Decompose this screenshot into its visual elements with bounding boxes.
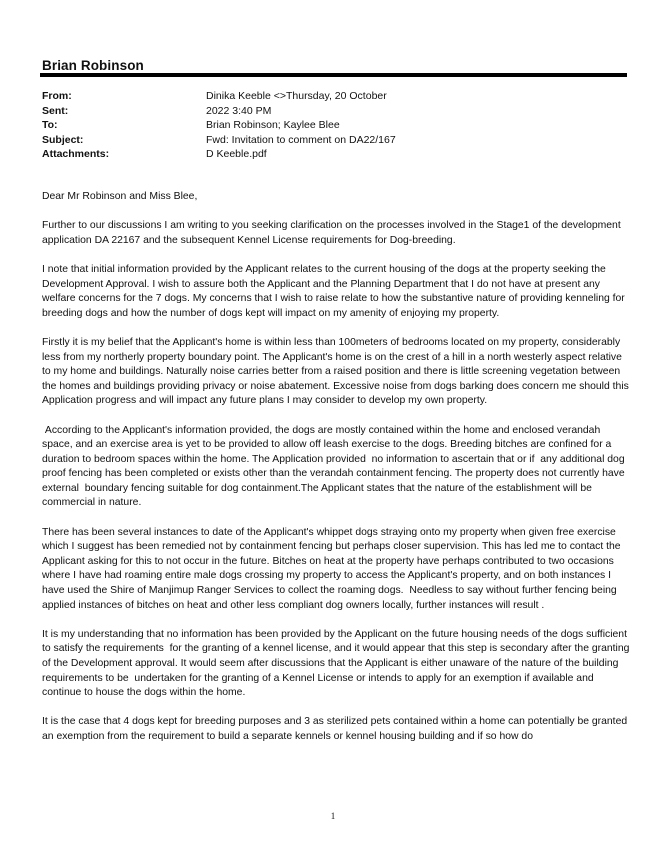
email-body [42,190,632,759]
header-label: Attachments: [42,148,110,161]
header-value: Dinika Keeble <>Thursday, 20 October [206,90,387,102]
body-paragraph: Firstly it is my belief that the Applicant's home is within less than 100meters of bedrooms located on my property, considerably less from my northerly property boundary point. The Applicant's home is on the crest of a hill in a north westerly aspect relative to my home and buildings. Naturally noise carries better from a raised position and there is little screening vegetation between the homes and buildings providing privacy or noise abatement. Excessive noise from dogs barking does concern me should this Application progress and will impact any future plans I may consider to develop my own property. [42,336,632,407]
attachment-link[interactable]: D Keeble.pdf [206,148,267,161]
page-number: 1 [330,811,336,821]
header-row-subject [42,133,626,148]
header-row-attachments [42,147,626,162]
body-paragraph: There has been several instances to date of the Applicant's whippet dogs straying onto my property when given free exercise which I suggest has been remedied not by containment fencing but perhaps closer supervision. This has led me to contact the Applicant asking for this to not occur in the future. Bitches on heat at the property have perhaps contributed to two occasions where I have had roaming entire male dogs crossing my property to access the Applicant's property, and on both instances I have used the Shire of Manjimup Ranger Services to collect the roaming dogs. Needless to say without further fencing being applied instances of bitches on heat and other less compliant dog owners locally, further instances will result . [42,526,623,611]
body-paragraph: I note that initial information provided by the Applicant relates to the current housing of the dogs at the property seeking the Development Approval. I wish to assure both the Applicant and the Planning Department that I do not have at present any welfare concerns for the 7 dogs. My concerns that I wish to raise relate to how the substantive nature of providing kenneling for breeding dogs and how the number of dogs kept will impact on my amenity of enjoying my property. [42,263,628,319]
header-row-from [42,89,626,104]
body-paragraph: It is the case that 4 dogs kept for breeding purposes and 3 as sterilized pets contained within a home can potentially be granted an exemption from the requirement to build a separate kennels or kennel housing building and if so how do [42,716,631,742]
email-header-table [42,89,626,162]
sender-name: Brian Robinson [42,58,144,73]
header-value: Fwd: Invitation to comment on DA22/167 [206,133,396,146]
salutation: Dear Mr Robinson and Miss Blee, [42,191,198,202]
body-paragraph: It is my understanding that no information has been provided by the Applicant on the future housing needs of the dogs sufficient to satisfy the requirements for the granting of a kennel license, and it would appear that this step is secondary after the granting of the Development approval. It would seem after discussions that the Applicant is either unaware of the nature of the building requirements to be undertaken for the granting of a Kennel License or intends to apply for an exemption if available and continue to house the dogs within the home. [42,628,633,699]
header-label: Subject: [42,133,84,146]
header-label: To: [42,119,58,132]
body-paragraph: Further to our discussions I am writing to you seeking clarification on the processes involved in the Stage1 of the development application DA 22167 and the subsequent Kennel License requirements for Dog-breeding. [42,220,624,246]
header-value: Brian Robinson; Kaylee Blee [206,119,340,132]
header-label: From: [42,90,72,102]
body-paragraph: According to the Applicant's information provided, the dogs are mostly contained within the home and enclosed verandah space, and an exercise area is yet to be provided to allow off leash exercise to the dogs. Breeding bitches are confined for a duration to bedroom spaces within the home. The Application provided no information to ascertain that or if any additional dog proof fencing has been completed or exists other than the verandah containment fencing. The property does not currently have external boundary fencing suitable for dog containment.The Applicant states that the nature of the establishment will be commercial in nature. [42,424,628,509]
header-rule [40,73,627,77]
header-value: 2022 3:40 PM [206,104,272,117]
header-row-to [42,118,626,133]
header-row-sent [42,104,626,119]
header-label: Sent: [42,104,69,117]
